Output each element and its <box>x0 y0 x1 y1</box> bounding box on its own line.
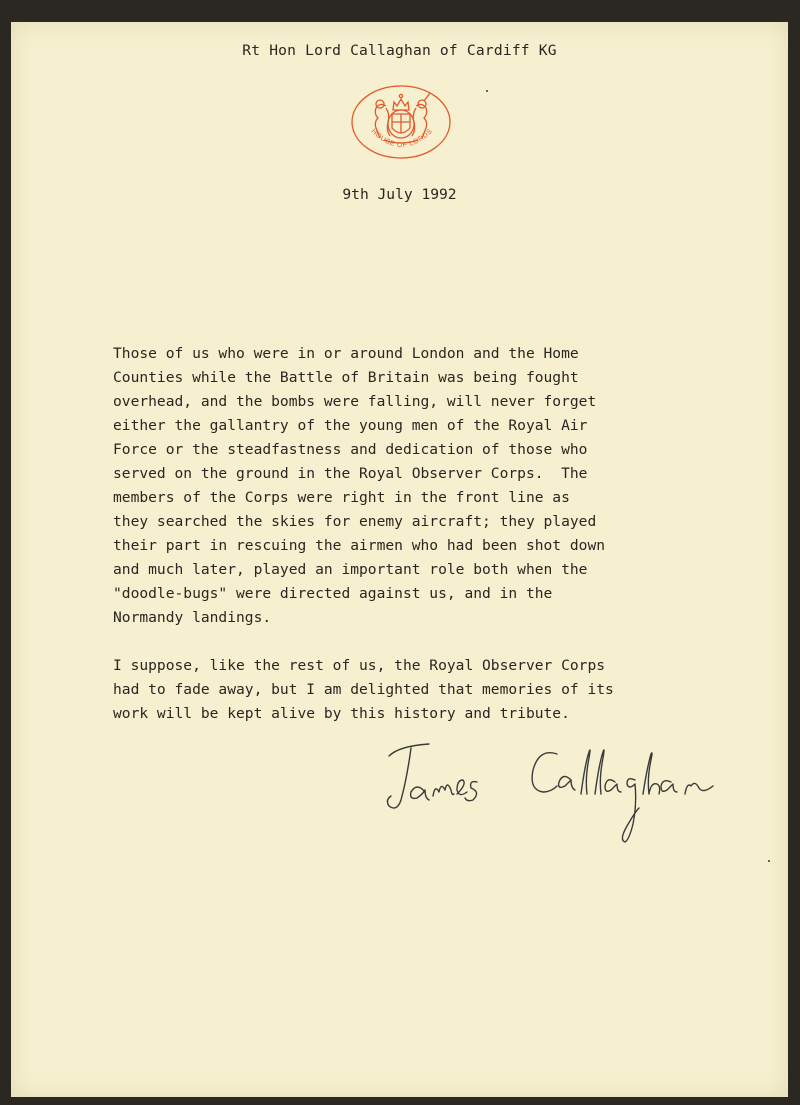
letterhead-title: Rt Hon Lord Callaghan of Cardiff KG <box>242 42 557 59</box>
body-line: Force or the steadfastness and dedication of those who <box>113 441 588 458</box>
paragraph-1 <box>113 342 753 630</box>
body-line: work will be kept alive by this history and tribute. <box>113 705 570 722</box>
body-line: members of the Corps were right in the front line as <box>113 489 570 506</box>
house-of-lords-crest-icon <box>350 84 452 160</box>
body-line: either the gallantry of the young men of the Royal Air <box>113 417 588 434</box>
body-line: I suppose, like the rest of us, the Royal Observer Corps <box>113 657 606 674</box>
body-line: "doodle-bugs" were directed against us, and in the <box>113 585 553 602</box>
paragraph-2 <box>113 654 753 726</box>
body-line: had to fade away, but I am delighted that memories of its <box>113 681 614 698</box>
paper-speck <box>486 90 488 92</box>
letter-sheet <box>11 22 788 1097</box>
paper-speck <box>768 860 770 862</box>
body-line: Counties while the Battle of Britain was being fought <box>113 369 579 386</box>
letter-body <box>113 342 753 726</box>
body-line: and much later, played an important role both when the <box>113 561 588 578</box>
letter-date: 9th July 1992 <box>342 186 457 203</box>
body-line: served on the ground in the Royal Observer Corps. The <box>113 465 588 482</box>
body-line: Those of us who were in or around London and the Home <box>113 345 579 362</box>
body-line: they searched the skies for enemy aircraft; they played <box>113 513 597 530</box>
body-line: their part in rescuing the airmen who had been shot down <box>113 537 606 554</box>
body-line: overhead, and the bombs were falling, will never forget <box>113 393 597 410</box>
paragraph-gap <box>113 630 753 654</box>
crest-caption: HOUSE OF LORDS <box>369 127 435 150</box>
body-line: Normandy landings. <box>113 609 272 626</box>
handwritten-signature <box>381 736 721 846</box>
